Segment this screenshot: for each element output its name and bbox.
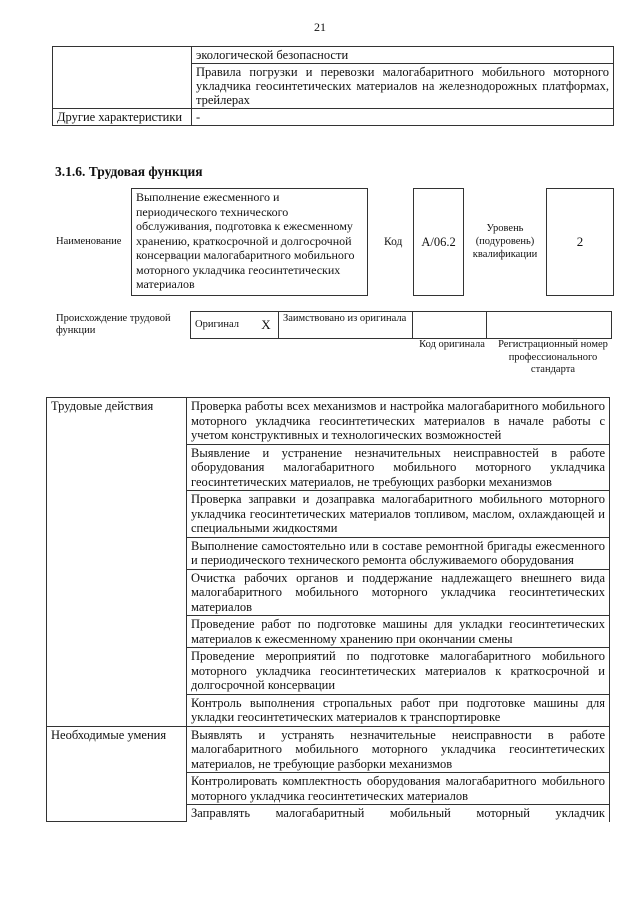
- table-row: [191, 312, 612, 339]
- list-item: Проведение мероприятий по подготовке малогабаритного мобильного моторного укладчика геосинтетических материалов к краткосрочной и долгосрочной консервации: [187, 648, 610, 695]
- table-cell-value: Правила погрузки и перевозки малогабаритного мобильного моторного укладчика геосинтетических материалов на железнодорожных платформах, трейлерах: [192, 64, 614, 109]
- list-item: Выявление и устранение незначительных неисправностей в работе оборудования малогабаритного мобильного моторного укладчика геосинтетических материалов, не требующих разборки механизмов: [187, 444, 610, 491]
- original-label: Оригинал: [191, 312, 255, 339]
- table-row: [47, 726, 610, 773]
- list-item: Контролировать комплектность оборудования малогабаритного мобильного моторного укладчика геосинтетических материалов: [187, 773, 610, 805]
- origin-table: [190, 311, 612, 339]
- section-title: 3.1.6. Трудовая функция: [55, 164, 203, 179]
- table-cell-value: экологической безопасности: [192, 47, 614, 64]
- list-item: Проверка работы всех механизмов и настройка малогабаритного мобильного моторного укладчика геосинтетических материалов в начале работы с учетом конструктивных и технологических возможностей: [187, 398, 610, 445]
- page-number: 21: [314, 20, 326, 34]
- table-cell-value: -: [192, 109, 614, 126]
- name-label: Наименование: [56, 236, 122, 247]
- original-mark: X: [254, 312, 279, 339]
- list-item: Проведение работ по подготовке машины для укладки геосинтетических материалов к ежесменному хранению при окончании смены: [187, 616, 610, 648]
- characteristics-table: [52, 46, 614, 126]
- list-item: Проверка заправки и дозаправка малогабаритного мобильного моторного укладчика геосинтетических материалов топливом, маслом, охлаждающей и специальными жидкостями: [187, 491, 610, 538]
- function-name-box: Выполнение ежесменного и периодического технического обслуживания, подготовка к ежесменному хранению, краткосрочной и долгосрочной консервации малогабаритного мобильного моторного укладчика геосинтетических материалов: [131, 188, 368, 296]
- skills-label: Необходимые умения: [47, 726, 187, 822]
- details-table: [46, 397, 610, 822]
- reg-number-cell: [487, 312, 612, 339]
- code-box: A/06.2: [413, 188, 464, 296]
- list-item: Контроль выполнения стропальных работ при подготовке машины для укладки геосинтетических материалов к транспортировке: [187, 694, 610, 726]
- code-label: Код: [384, 236, 403, 248]
- code-original-cell: [413, 312, 487, 339]
- level-label: Уровень (подуровень) квалификации: [472, 223, 538, 260]
- list-item: Очистка рабочих органов и поддержание надлежащего внешнего вида малогабаритного мобильного моторного укладчика геосинтетических материалов: [187, 569, 610, 616]
- table-cell-label: Другие характеристики: [53, 109, 192, 126]
- actions-label: Трудовые действия: [47, 398, 187, 727]
- borrowed-label: Заимствовано из оригинала: [279, 312, 413, 339]
- origin-label: Происхождение трудовой функции: [56, 313, 171, 336]
- table-cell-label: [53, 47, 192, 109]
- table-row: [47, 398, 610, 445]
- list-item: Заправлять малогабаритный мобильный моторный укладчик: [187, 805, 610, 822]
- list-item: Выполнение самостоятельно или в составе ремонтной бригады ежесменного и периодического технического ремонта обслуживаемого оборудования: [187, 537, 610, 569]
- table-row: [53, 47, 614, 64]
- list-item: Выявлять и устранять незначительные неисправности в работе малогабаритного мобильного моторного укладчика геосинтетических материалов, не требующие разборки механизмов: [187, 726, 610, 773]
- reg-number-caption: Регистрационный номер профессионального стандарта: [498, 339, 608, 375]
- table-row: [53, 109, 614, 126]
- level-box: 2: [546, 188, 614, 296]
- code-original-caption: Код оригинала: [419, 339, 485, 350]
